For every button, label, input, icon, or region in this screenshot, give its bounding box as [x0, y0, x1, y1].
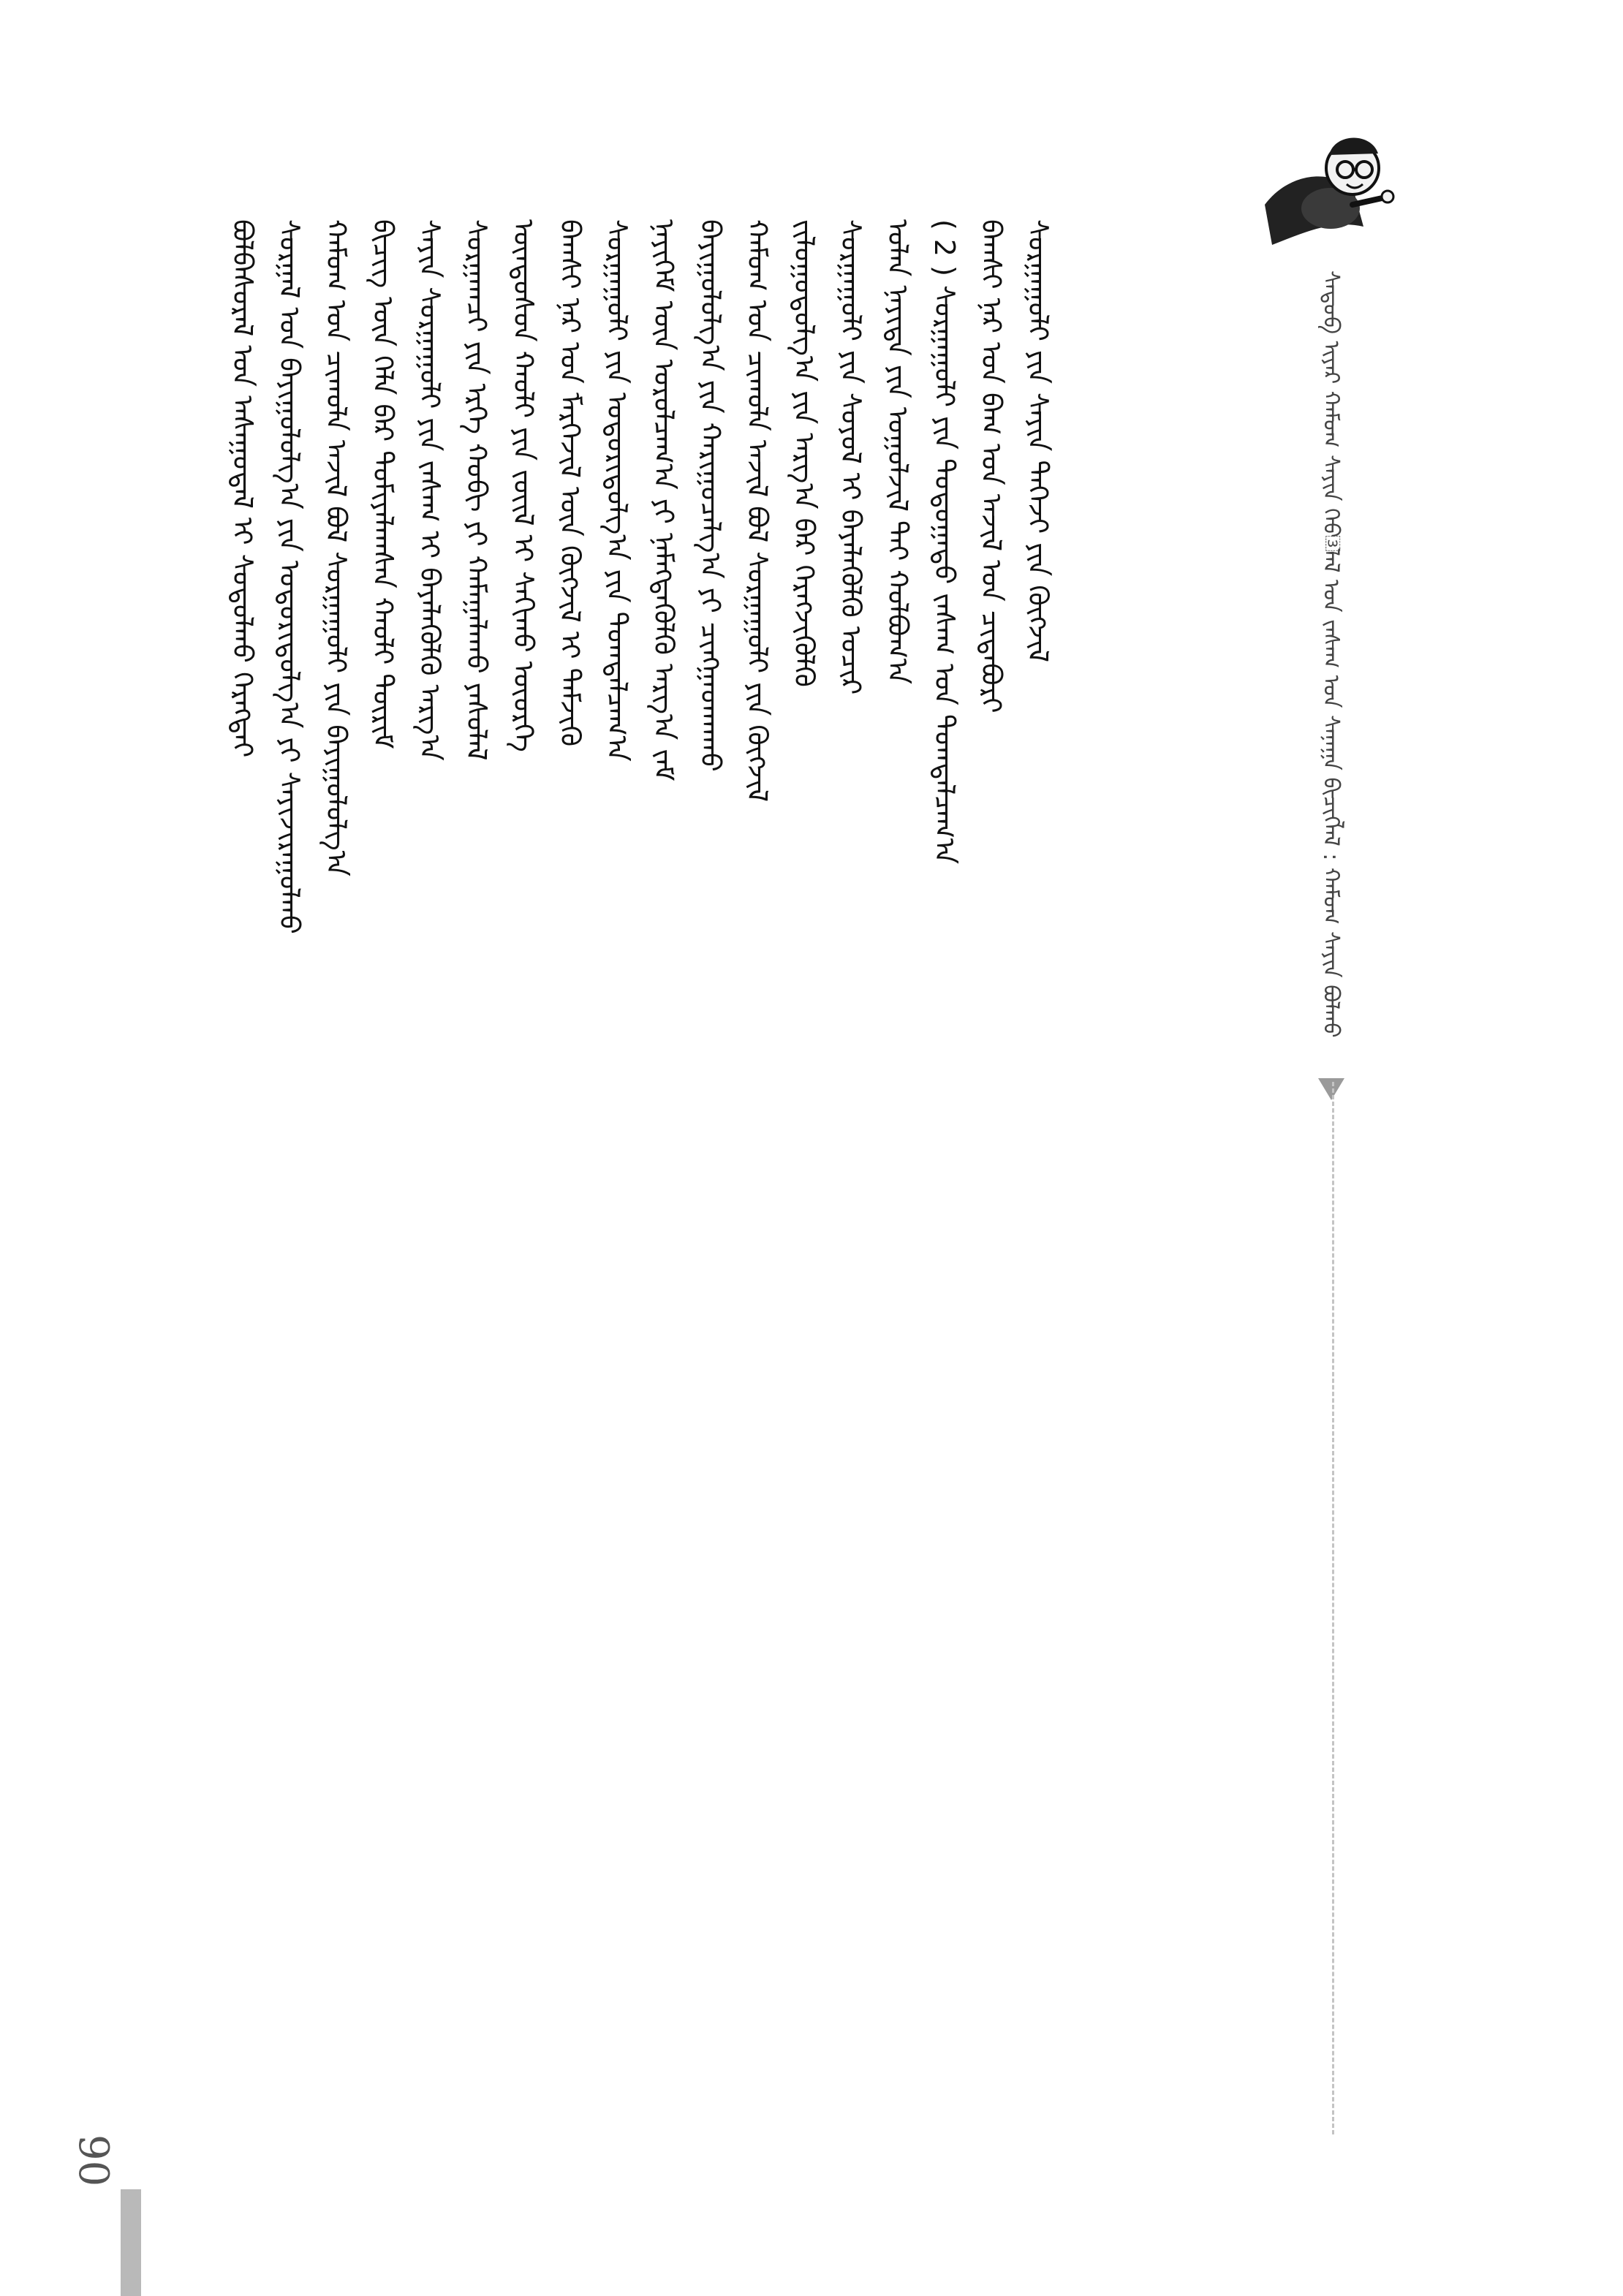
- text-column: ( 2 ) ᠰᠤᠷᠭᠠᠭᠤᠯᠢ ᠶᠢᠨ ᠳᠣᠲᠣᠭᠠᠳᠤ ᠵᠠᠰᠠᠭ ᠤᠨ ᠲᠣᠭᠲᠠᠯᠴᠠᠭ᠎ᠠ: [928, 219, 961, 865]
- text-column: ᠵᠢᠯᠤᠭᠤᠳᠤᠯᠭ᠎ᠠ ᠶᠢᠨ ᠠᠷᠭ᠎ᠠ ᠪᠠᠷ ᠬᠡᠷᠡᠭᠵᠢᠭᠦᠯᠬᠦ: [788, 219, 820, 687]
- text-column: ᠣᠯᠠᠨ ᠨᠡᠶᠢᠲᠡ ᠶᠢᠨ ᠤᠭᠤᠯᠵᠢᠯ ᠲᠡᠢ ᠬᠣᠯᠪᠣᠭ᠎ᠠ: [882, 219, 914, 685]
- text-column: ᠪᠠᠶᠢᠭᠤᠯᠤᠯᠭ᠎ᠠ ᠶᠢᠨ ᠬᠠᠷᠢᠭᠤᠴᠠᠯᠭ᠎ᠠ ᠶᠢ ᠴᠢᠩᠭᠠᠳᠬᠠᠬᠤ: [695, 219, 727, 772]
- text-column: ᠬᠠᠮᠤᠭ ᠤᠨ ᠴᠢᠬᠤᠯᠠ ᠠᠵᠢᠯ ᠪᠣᠯ ᠰᠤᠷᠭᠠᠭᠤᠯᠢ ᠶᠢᠨ ᠬᠥᠭᠵᠢᠯ: [741, 219, 773, 803]
- text-column: ᠰᠤᠷᠭᠠᠯ ᠤᠨ ᠪᠠᠶᠢᠭᠤᠯᠤᠯᠭ᠎ᠠ ᠶᠢᠨ ᠤᠳᠤᠷᠢᠳᠤᠯᠭ᠎ᠠ ᠶᠢ ᠰᠠᠶᠢᠵᠢᠷᠠᠭᠤᠯᠬᠤ: [273, 219, 306, 934]
- text-column: ᠰᠤᠷᠭᠠᠭᠤᠯᠢ ᠶᠢᠨ ᠰᠠᠶᠢᠨ ᠳᠡᠭᠡᠵᠢ ᠶᠢᠨ ᠬᠥᠭᠵᠢᠯ: [1022, 219, 1054, 663]
- text-column: ᠰᠤᠷᠭᠠᠭᠤᠯᠢ ᠶᠢᠨ ᠰᠣᠶᠤᠯ ᠢ ᠪᠡᠶᠡᠯᠡᠭᠦᠯᠬᠦ ᠤᠴᠢᠷ: [835, 219, 867, 695]
- triangle-arrow-icon: [1318, 1078, 1344, 1100]
- text-column: ᠬᠠᠮᠤᠭ ᠤᠨ ᠴᠢᠬᠤᠯᠠ ᠠᠵᠢᠯ ᠪᠣᠯ ᠰᠤᠷᠭᠠᠭᠤᠯᠢ ᠶᠢᠨ ᠪᠠᠶᠢᠭᠤᠯᠤᠯᠭ᠎ᠠ: [320, 219, 352, 876]
- body-text: [219, 219, 1272, 2120]
- text-column: ᠪᠣᠯᠪᠠᠰᠤᠷᠠᠯ ᠤᠨ ᠠᠰᠠᠭᠤᠳᠠᠯ ᠢ ᠰᠤᠳᠤᠯᠬᠤ ᠬᠡᠷᠡᠭᠲᠡᠢ: [227, 219, 259, 758]
- mascot-cartoon-icon: [1243, 117, 1404, 278]
- text-column: ᠪᠢᠴᠢᠭ ᠦᠨ ᠬᠡᠯᠡ ᠪᠡᠷ ᠲᠣᠮᠢᠶᠠᠯᠠᠭᠰᠠᠨ ᠬᠠᠤᠯᠢ ᠳᠦᠷᠢᠮ: [367, 219, 399, 749]
- dashed-divider: [1332, 1082, 1334, 2134]
- page-number: 90: [69, 2134, 117, 2187]
- text-column: ᠦᠨᠳᠦᠰᠦᠨ ᠬᠠᠤᠯᠢ ᠶᠢᠨ ᠵᠦᠢᠯ ᠢ ᠰᠠᠬᠢᠬᠤ ᠦᠦᠷᠭᠡ: [507, 219, 540, 752]
- running-head: ᠰᠡᠳᠦᠪ ᠢᠶᠡᠷ ᠬᠠᠮᠤᠭ ᠰᠠᠶᠢᠨ ᠬᠡᠪ᠍ᠯᠡᠯ ᠤᠨ ᠵᠠᠰᠠᠭ ᠤᠨ ᠰᠠᠨᠠᠭᠠ ᠪᠢᠴᠢᠭ᠌ᠯᠡᠯ : ᠬᠠᠮᠤᠭ ᠰᠠᠶᠢᠨ ᠪᠤᠯᠬᠤ: [1318, 270, 1344, 1038]
- text-column: ᠪᠠᠭᠰᠢ ᠨᠠᠷ ᠤᠨ ᠮᠡᠷᠭᠡᠵᠢᠯ ᠦᠨ ᠬᠥᠭᠵᠢᠯ ᠢ ᠳᠡᠮᠵᠢᠬᠦ: [554, 219, 586, 747]
- text-column: ᠨᠡᠶᠢᠭᠡᠮ ᠦᠨ ᠣᠷᠣᠯᠴᠠᠭ᠎ᠠ ᠶᠢ ᠨᠡᠮᠡᠭᠳᠡᠭᠦᠯᠬᠦ ᠠᠷᠭ᠎ᠠ ᠵᠠᠮ: [648, 219, 680, 781]
- side-tab: [121, 2189, 141, 2296]
- text-column: ᠰᠠᠶᠢᠨ ᠰᠤᠷᠭᠠᠭᠤᠯᠢ ᠶᠢᠨ ᠵᠠᠰᠠᠭ ᠢ ᠪᠡᠶᠡᠯᠡᠭᠦᠯᠬᠦ ᠠᠷᠭ᠎ᠠ: [414, 219, 446, 761]
- text-column: ᠰᠤᠷᠭᠠᠭᠤᠯᠢ ᠶᠢᠨ ᠤᠳᠤᠷᠢᠳᠤᠯᠭ᠎ᠠ ᠶᠢᠨ ᠲᠣᠭᠲᠠᠯᠴᠠᠭ᠎ᠠ: [601, 219, 633, 762]
- text-column: ᠰᠤᠷᠭᠠᠭᠴᠢ ᠶᠢᠨ ᠡᠷᠬᠡ ᠬᠤᠪᠢ ᠶᠢ ᠬᠠᠮᠠᠭᠠᠯᠠᠬᠤ ᠶᠠᠰᠤᠯᠠᠯ: [461, 219, 493, 761]
- text-column: ᠪᠠᠭᠰᠢ ᠨᠠᠷ ᠤᠨ ᠪᠠᠭ ᠤᠨ ᠠᠵᠢᠯ ᠤᠨ ᠴᠢᠳᠠᠪᠤᠷᠢ: [975, 219, 1007, 713]
